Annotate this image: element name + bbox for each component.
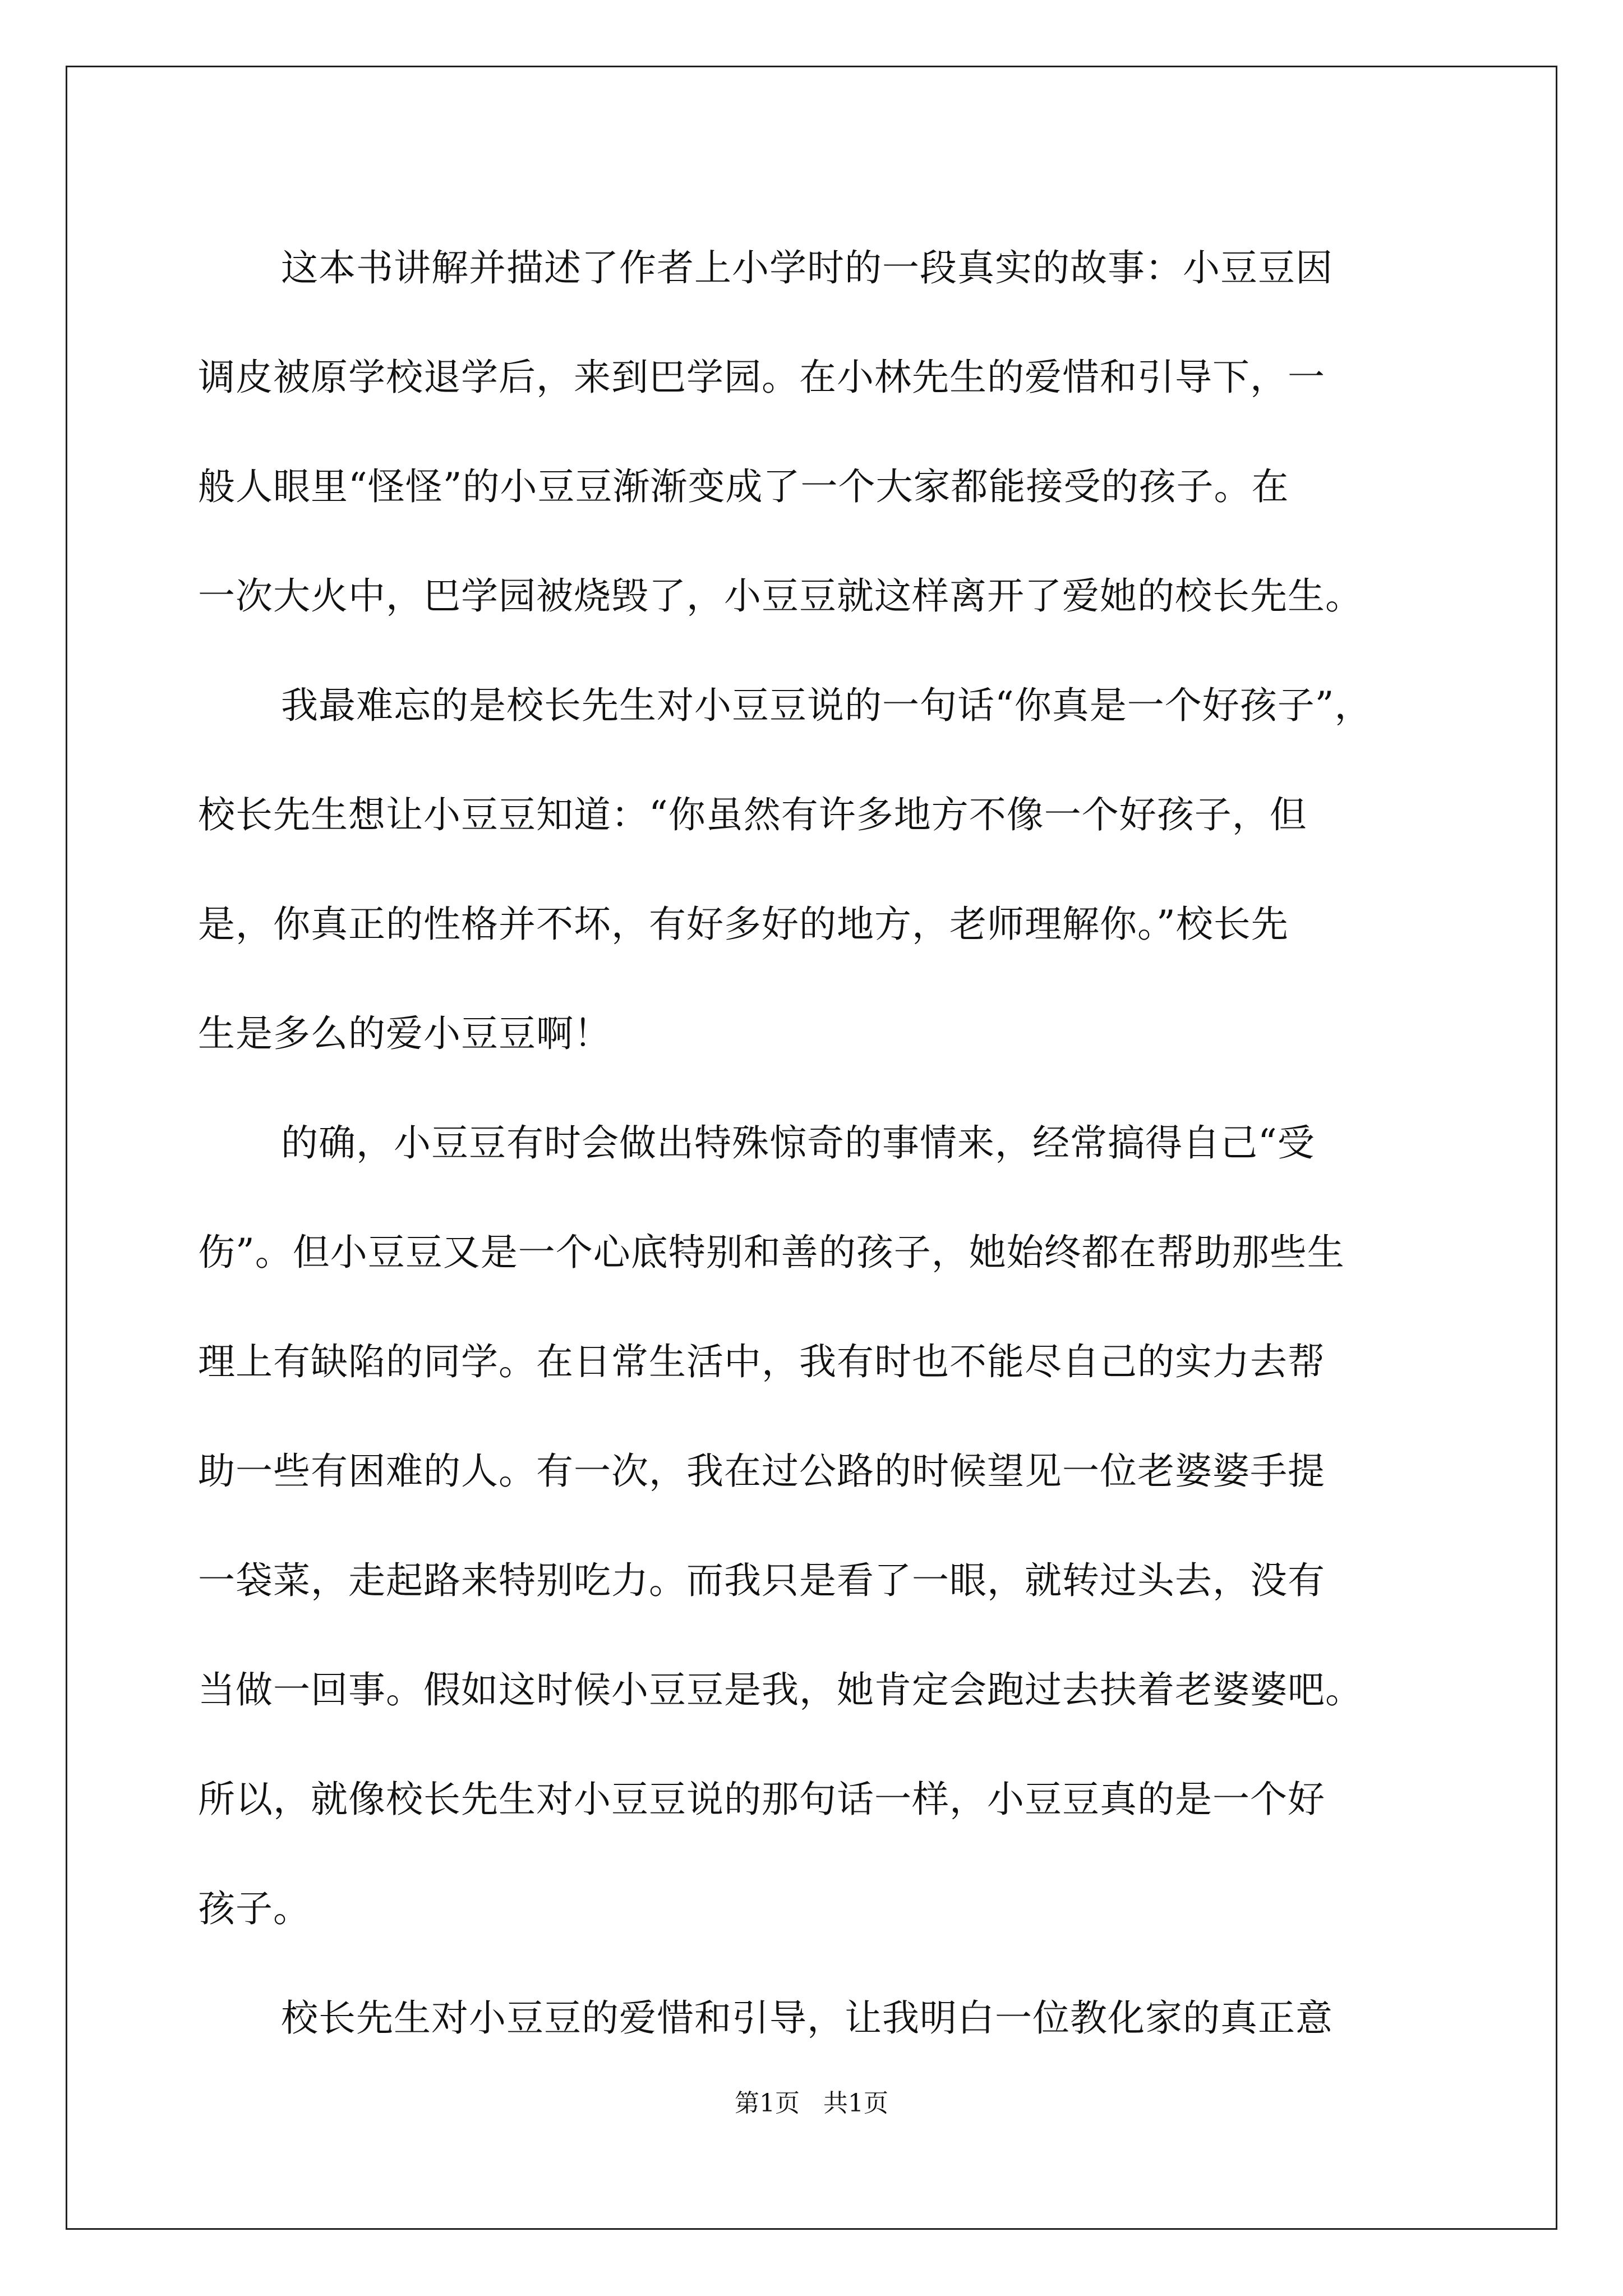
text-line: 校长先生对小豆豆的爱惜和引导，让我明白一位教化家的真正意 (281, 1996, 1333, 2040)
page-footer (0, 2087, 1623, 2120)
text-line: 孩子。 (198, 1887, 311, 1930)
page-total: 共1页 (823, 2089, 888, 2118)
text-line: 这本书讲解并描述了作者上小学时的一段真实的故事：小豆豆因 (281, 246, 1333, 289)
text-line: 理上有缺陷的同学。在日常生活中，我有时也不能尽自己的实力去帮 (198, 1340, 1325, 1383)
paragraph-4 (198, 1963, 1432, 2073)
text-line: 伤”。但小豆豆又是一个心底特别和善的孩子，她始终都在帮助那些生 (198, 1231, 1345, 1274)
text-line: 所以，就像校长先生对小豆豆说的那句话一样，小豆豆真的是一个好 (198, 1778, 1325, 1821)
text-line: 般人眼里“怪怪”的小豆豆渐渐变成了一个大家都能接受的孩子。在 (198, 465, 1289, 508)
text-line: 调皮被原学校退学后，来到巴学园。在小林先生的爱惜和引导下，一 (198, 356, 1325, 399)
text-line: 校长先生想让小豆豆知道：“你虽然有许多地方不像一个好孩子，但 (198, 793, 1307, 836)
text-line: 一袋菜，走起路来特别吃力。而我只是看了一眼，就转过头去，没有 (198, 1559, 1325, 1602)
document-body (198, 213, 1432, 2073)
text-line: 当做一回事。假如这时候小豆豆是我，她肯定会跑过去扶着老婆婆吧。 (198, 1668, 1363, 1711)
text-line: 一次大火中，巴学园被烧毁了，小豆豆就这样离开了爱她的校长先生。 (198, 574, 1363, 618)
page-number: 第1页 (735, 2089, 800, 2118)
paragraph-3 (198, 1088, 1432, 1963)
text-line: 我最难忘的是校长先生对小豆豆说的一句话“你真是一个好孩子”， (281, 684, 1372, 727)
paragraph-2 (198, 651, 1432, 1088)
paragraph-1 (198, 213, 1432, 651)
text-line: 是，你真正的性格并不坏，有好多好的地方，老师理解你。”校长先 (198, 903, 1289, 946)
text-line: 助一些有困难的人。有一次，我在过公路的时候望见一位老婆婆手提 (198, 1450, 1325, 1493)
text-line: 的确，小豆豆有时会做出特殊惊奇的事情来，经常搞得自己“受 (281, 1121, 1315, 1165)
text-line: 生是多么的爱小豆豆啊！ (198, 1012, 611, 1055)
